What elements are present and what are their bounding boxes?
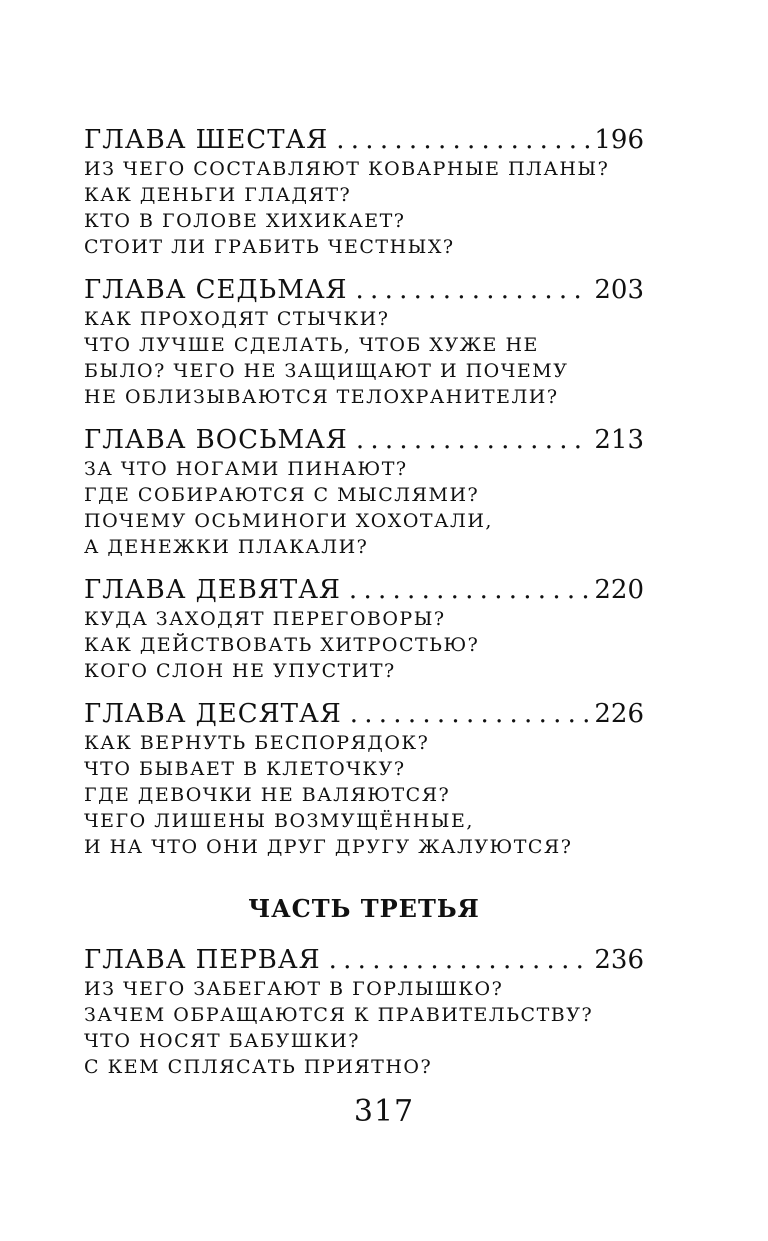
- chapter-subtitle-line: СТОИТ ЛИ ГРАБИТЬ ЧЕСТНЫХ?: [84, 236, 455, 258]
- chapter-subtitle-line: ЧТО НОСЯТ БАБУШКИ?: [84, 1030, 360, 1052]
- chapter-subtitle-line: БЫЛО? ЧЕГО НЕ ЗАЩИЩАЮТ И ПОЧЕМУ: [84, 360, 569, 382]
- chapter-title: ГЛАВА ПЕРВАЯ: [84, 945, 321, 975]
- page-number: 317: [353, 1094, 415, 1129]
- chapter-subtitle-line: И НА ЧТО ОНИ ДРУГ ДРУГУ ЖАЛУЮТСЯ?: [84, 836, 573, 858]
- chapter-subtitle-line: ГДЕ ДЕВОЧКИ НЕ ВАЛЯЮТСЯ?: [84, 784, 451, 806]
- chapter-subtitle-line: КАК ДЕЙСТВОВАТЬ ХИТРОСТЬЮ?: [84, 634, 480, 656]
- chapter-page-number: 203: [594, 275, 644, 305]
- chapter-title: ГЛАВА ВОСЬМАЯ: [84, 425, 348, 455]
- toc-chapter-heading: [84, 574, 644, 606]
- chapter-title: ГЛАВА ШЕСТАЯ: [84, 125, 329, 155]
- chapter-subtitle-line: КАК ВЕРНУТЬ БЕСПОРЯДОК?: [84, 732, 430, 754]
- toc-chapter: [84, 944, 644, 1080]
- chapter-subtitle-line: КУДА ЗАХОДЯТ ПЕРЕГОВОРЫ?: [84, 608, 446, 630]
- chapter-page-number: 213: [594, 425, 644, 455]
- toc-chapter: [84, 698, 644, 860]
- table-of-contents: [84, 124, 644, 1094]
- chapter-subtitle-line: ИЗ ЧЕГО ЗАБЕГАЮТ В ГОРЛЫШКО?: [84, 978, 504, 1000]
- chapter-page-number: 236: [594, 945, 644, 975]
- chapter-subtitle-line: НЕ ОБЛИЗЫВАЮТСЯ ТЕЛОХРАНИТЕЛИ?: [84, 386, 559, 408]
- chapter-subtitle-line: ГДЕ СОБИРАЮТСЯ С МЫСЛЯМИ?: [84, 484, 480, 506]
- dot-leader: [350, 698, 591, 730]
- dot-leader: [329, 944, 591, 976]
- chapter-subtitle-line: КОГО СЛОН НЕ УПУСТИТ?: [84, 660, 396, 682]
- toc-chapter: [84, 124, 644, 260]
- toc-chapter: [84, 574, 644, 684]
- chapter-subtitle-line: КАК ПРОХОДЯТ СТЫЧКИ?: [84, 308, 390, 330]
- chapter-title: ГЛАВА ДЕВЯТАЯ: [84, 575, 341, 605]
- chapter-page-number: 196: [594, 125, 644, 155]
- toc-chapter-heading: [84, 274, 644, 306]
- chapter-title: ГЛАВА СЕДЬМАЯ: [84, 275, 348, 305]
- chapter-subtitle-line: ИЗ ЧЕГО СОСТАВЛЯЮТ КОВАРНЫЕ ПЛАНЫ?: [84, 158, 610, 180]
- toc-chapter: [84, 274, 644, 410]
- part-heading: ЧАСТЬ ТРЕТЬЯ: [248, 894, 480, 923]
- chapter-page-number: 226: [594, 699, 644, 729]
- chapter-subtitle-line: ЗАЧЕМ ОБРАЩАЮТСЯ К ПРАВИТЕЛЬСТВУ?: [84, 1004, 594, 1026]
- toc-chapter-heading: [84, 698, 644, 730]
- dot-leader: [356, 424, 591, 456]
- toc-chapter: [84, 424, 644, 560]
- chapter-subtitle-line: КТО В ГОЛОВЕ ХИХИКАЕТ?: [84, 210, 406, 232]
- dot-leader: [349, 574, 590, 606]
- chapter-subtitle-line: ЧЕГО ЛИШЕНЫ ВОЗМУЩЁННЫЕ,: [84, 810, 474, 832]
- chapter-subtitle-line: ЧТО ЛУЧШЕ СДЕЛАТЬ, ЧТОБ ХУЖЕ НЕ: [84, 334, 539, 356]
- chapter-subtitle-line: С КЕМ СПЛЯСАТЬ ПРИЯТНО?: [84, 1056, 433, 1078]
- chapter-page-number: 220: [594, 575, 644, 605]
- chapter-title: ГЛАВА ДЕСЯТАЯ: [84, 699, 342, 729]
- chapter-subtitle-line: А ДЕНЕЖКИ ПЛАКАЛИ?: [84, 536, 369, 558]
- chapter-subtitle-line: ЗА ЧТО НОГАМИ ПИНАЮТ?: [84, 458, 408, 480]
- toc-chapter-heading: [84, 424, 644, 456]
- toc-chapter-heading: [84, 124, 644, 156]
- chapter-subtitle-line: КАК ДЕНЬГИ ГЛАДЯТ?: [84, 184, 352, 206]
- chapter-subtitle-line: ЧТО БЫВАЕТ В КЛЕТОЧКУ?: [84, 758, 406, 780]
- toc-chapter-heading: [84, 944, 644, 976]
- dot-leader: [356, 274, 591, 306]
- chapter-subtitle-line: ПОЧЕМУ ОСЬМИНОГИ ХОХОТАЛИ,: [84, 510, 493, 532]
- dot-leader: [336, 124, 590, 156]
